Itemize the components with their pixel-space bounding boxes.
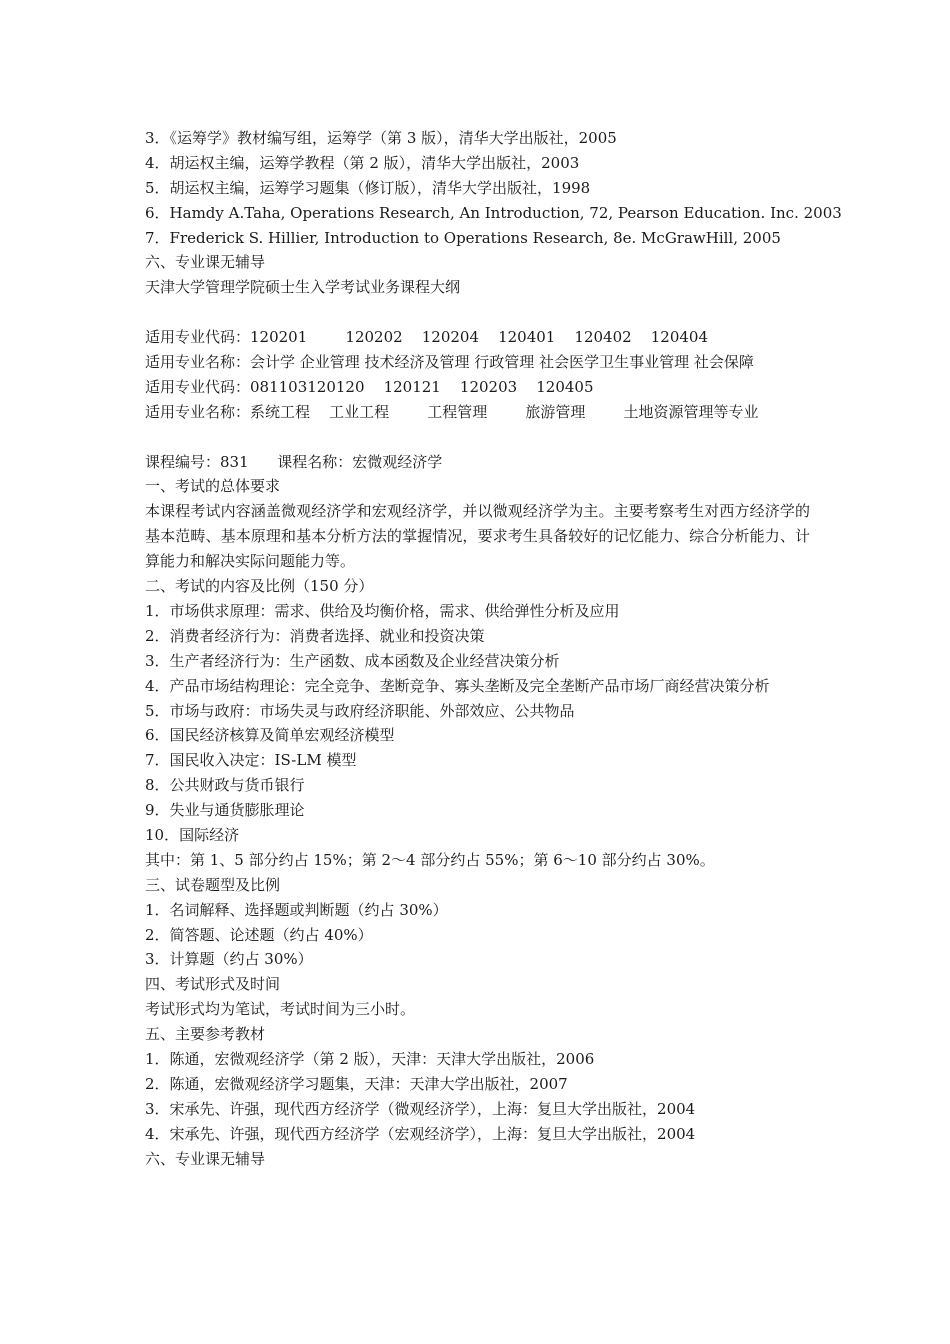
section-heading: 六、专业课无辅导 <box>145 253 266 272</box>
reference-item: 5．胡运权主编，运筹学习题集（修订版），清华大学出版社，1998 <box>145 178 591 197</box>
major-names: 适用专业名称：会计学 企业管理 技术经济及管理 行政管理 社会医学卫生事业管理 社会保障 <box>145 353 754 372</box>
section-heading: 一、考试的总体要求 <box>145 477 281 496</box>
course-info: 课程编号：831 课程名称：宏微观经济学 <box>145 452 443 471</box>
section-heading: 六、专业课无辅导 <box>145 1149 266 1168</box>
content-item: 9．失业与通货膨胀理论 <box>145 801 305 820</box>
document-page <box>145 126 842 1171</box>
content-item: 2．消费者经济行为：消费者选择、就业和投资决策 <box>145 626 485 645</box>
reference-item: 4．宋承先、许强，现代西方经济学（宏观经济学），上海：复旦大学出版社，2004 <box>145 1124 696 1143</box>
blank-line <box>145 300 810 325</box>
section-heading: 四、考试形式及时间 <box>145 975 281 994</box>
question-type-item: 1．名词解释、选择题或判断题（约占 30%） <box>145 900 448 919</box>
reference-item: 1．陈通，宏微观经济学（第 2 版），天津：天津大学出版社，2006 <box>145 1050 595 1069</box>
reference-item: 3．宋承先、许强，现代西方经济学（微观经济学），上海：复旦大学出版社，2004 <box>145 1099 696 1118</box>
content-item: 7．国民收入决定：IS-LM 模型 <box>145 751 357 770</box>
content-item: 10．国际经济 <box>145 826 240 845</box>
section-body: 考试形式均为笔试，考试时间为三小时。 <box>145 1000 416 1019</box>
section-body: 本课程考试内容涵盖微观经济学和宏观经济学，并以微观经济学为主。主要考察考生对西方经济学的基本范畴、基本原理和基本分析方法的掌握情况，要求考生具备较好的记忆能力、综合分析能力、计算能力和解决实际问题能力等。 <box>145 502 810 571</box>
proportion-note: 其中：第 1、5 部分约占 15%；第 2～4 部分约占 55%；第 6～10 部分约占 30%。 <box>145 850 715 869</box>
reference-item: 6．Hamdy A.Taha, Operations Research, An Introduction, 72, Pearson Education. Inc. 2003 <box>145 203 842 222</box>
reference-item: 2．陈通，宏微观经济学习题集，天津：天津大学出版社，2007 <box>145 1074 568 1093</box>
section-heading: 二、考试的内容及比例（150 分） <box>145 577 374 596</box>
question-type-item: 2．简答题、论述题（约占 40%） <box>145 925 373 944</box>
section-heading: 三、试卷题型及比例 <box>145 875 281 894</box>
section-heading: 五、主要参考教材 <box>145 1025 266 1044</box>
blank-line <box>145 425 810 450</box>
question-type-item: 3．计算题（约占 30%） <box>145 950 313 969</box>
reference-item: 4．胡运权主编，运筹学教程（第 2 版），清华大学出版社，2003 <box>145 153 580 172</box>
content-item: 8．公共财政与货币银行 <box>145 776 305 795</box>
content-item: 3．生产者经济行为：生产函数、成本函数及企业经营决策分析 <box>145 651 560 670</box>
major-codes: 适用专业代码：120201 120202 120204 120401 120402 120404 <box>145 328 708 347</box>
reference-item: 3．《运筹学》教材编写组，运筹学（第 3 版），清华大学出版社，2005 <box>145 129 617 147</box>
content-item: 5．市场与政府：市场失灵与政府经济职能、外部效应、公共物品 <box>145 701 575 720</box>
content-item: 1．市场供求原理：需求、供给及均衡价格，需求、供给弹性分析及应用 <box>145 601 620 620</box>
major-codes: 适用专业代码：081103120120 120121 120203 120405 <box>145 377 594 396</box>
reference-item: 7．Frederick S. Hillier, Introduction to Operations Research, 8e. McGrawHill, 2005 <box>145 228 781 247</box>
outline-title: 天津大学管理学院硕士生入学考试业务课程大纲 <box>145 278 461 297</box>
content-item: 4．产品市场结构理论：完全竞争、垄断竞争、寡头垄断及完全垄断产品市场厂商经营决策分析 <box>145 676 770 695</box>
content-item: 6．国民经济核算及简单宏观经济模型 <box>145 726 395 745</box>
major-names: 适用专业名称：系统工程 工业工程 工程管理 旅游管理 土地资源管理等专业 <box>145 402 759 421</box>
